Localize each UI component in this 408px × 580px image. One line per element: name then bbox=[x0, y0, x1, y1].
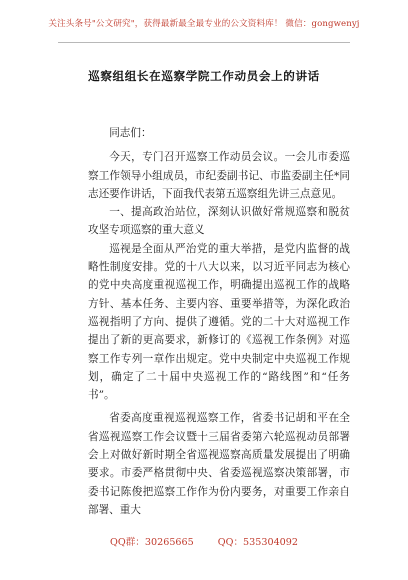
document-body bbox=[88, 124, 350, 519]
footer-qq: QQ：535304092 bbox=[217, 537, 298, 548]
footer-qq-group: QQ群：30265665 bbox=[109, 537, 194, 548]
section-heading: 一、提高政治站位，深刻认识做好常规巡察和脱贫攻坚专项巡察的重大意义 bbox=[88, 206, 350, 237]
document-title: 巡察组组长在巡察学院工作动员会上的讲话 bbox=[88, 69, 320, 83]
paragraph-provincial: 省委高度重视巡视巡察工作，省委书记胡和平在全省巡视巡察工作会议暨十三届省委第六轮巡视动员部署会上对做好新时期全省巡视巡察高质量发展提出了明确要求。市委严格贯彻中央、省委巡视巡察决策部署，市委书记陈俊把巡察工作作为份内要务，对重要工作亲自部署、重大 bbox=[88, 412, 350, 516]
footer-contact bbox=[0, 537, 408, 549]
paragraph-intro: 今天，专门召开巡察工作动员会议。一会儿市委巡察工作领导小组成员，市纪委副书记、市监委副主任*同志还要作讲话，下面我代表第五巡察组先讲三点意见。 bbox=[88, 151, 350, 200]
paragraph-inspection: 巡视是全面从严治党的重大举措，是党内监督的战略性制度安排。党的十八大以来，以习近平同志为核心的党中央高度重视巡视工作，明确提出巡视工作的战略方针、基本任务、主要内容、重要举措等，为深化政治巡视指明了方向、提供了遵循。党的二十大对巡视工作提出了新的更高要求，新修订的《巡视工作条例》对巡察工作专列一章作出规定。党中央制定中央巡视工作规划，确定了二十届中央巡视工作的“路线图”和“任务书”。 bbox=[88, 242, 350, 402]
header-notice: 关注头条号"公文研究"，获得最新最全最专业的公文资料库！ 微信：gongwenyj bbox=[48, 19, 360, 29]
salutation: 同志们： bbox=[109, 127, 152, 139]
header-divider bbox=[58, 42, 350, 43]
